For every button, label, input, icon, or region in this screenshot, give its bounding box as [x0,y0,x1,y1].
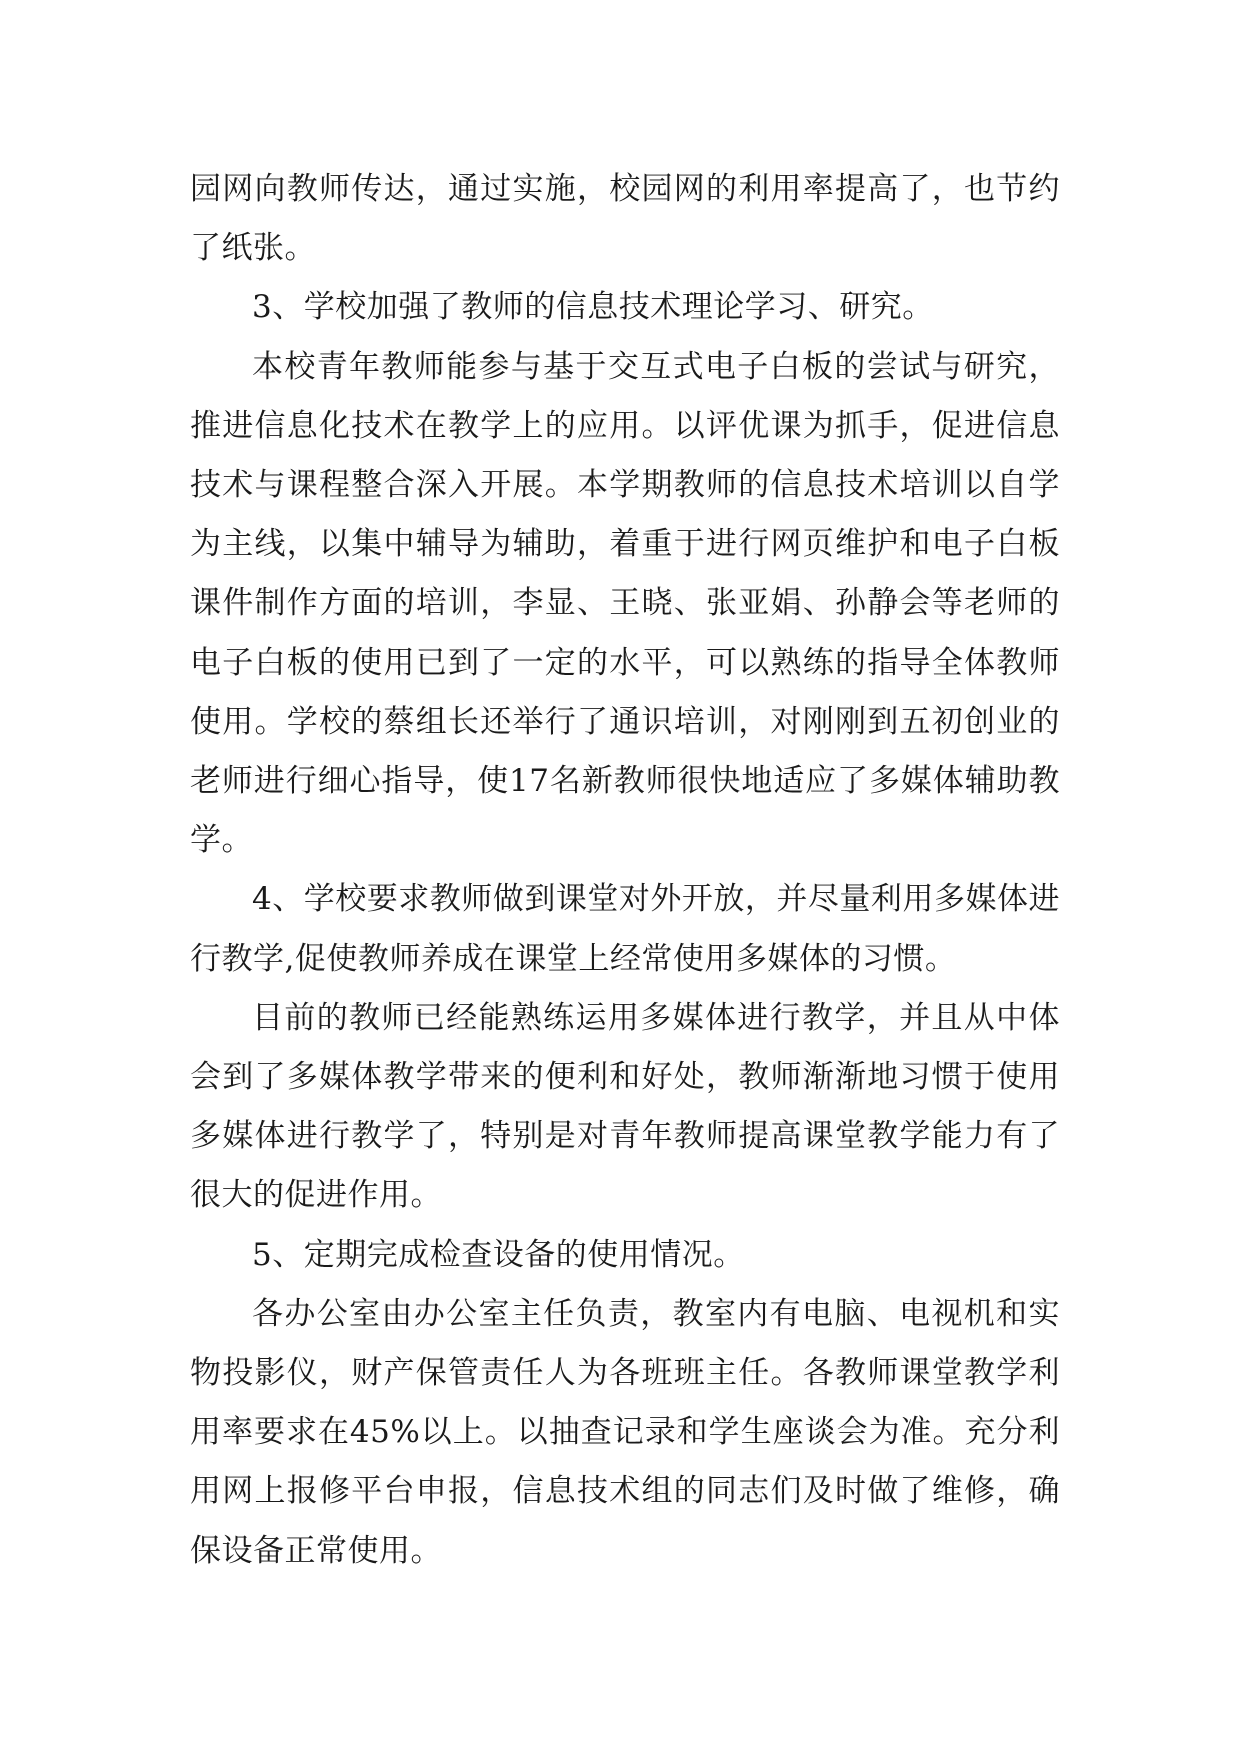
paragraph-1: 园网向教师传达，通过实施，校园网的利用率提高了，也节约了纸张。 [190,171,1060,267]
document-body [190,160,1060,1581]
paragraph-3: 本校青年教师能参与基于交互式电子白板的尝试与研究，推进信息化技术在教学上的应用。以评优课为抓手，促进信息技术与课程整合深入开展。本学期教师的信息技术培训以自学为主线，以集中辅导为辅助，着重于进行网页维护和电子白板课件制作方面的培训，李显、王晓、张亚娟、孙静会等老师的电子白板的使用已到了一定的水平，可以熟练的指导全体教师使用。学校的蔡组长还举行了通识培训，对刚刚到五初创业的老师进行细心指导，使17名新教师很快地适应了多媒体辅助教学。 [190,348,1060,859]
paragraph-7: 各办公室由办公室主任负责，教室内有电脑、电视机和实物投影仪，财产保管责任人为各班班主任。各教师课堂教学利用率要求在45%以上。以抽查记录和学生座谈会为准。充分利用网上报修平台申报，信息技术组的同志们及时做了维修，确保设备正常使用。 [190,1295,1060,1569]
heading-3-theory-study: 3、学校加强了教师的信息技术理论学习、研究。 [252,289,934,326]
heading-4-open-classroom: 4、学校要求教师做到课堂对外开放，并尽量利用多媒体进行教学,促使教师养成在课堂上经常使用多媒体的习惯。 [190,881,1060,977]
heading-5-equipment-check: 5、定期完成检查设备的使用情况。 [252,1236,745,1273]
paragraph-5: 目前的教师已经能熟练运用多媒体进行教学，并且从中体会到了多媒体教学带来的便利和好处，教师渐渐地习惯于使用多媒体进行教学了，特别是对青年教师提高课堂教学能力有了很大的促进作用。 [190,999,1060,1214]
